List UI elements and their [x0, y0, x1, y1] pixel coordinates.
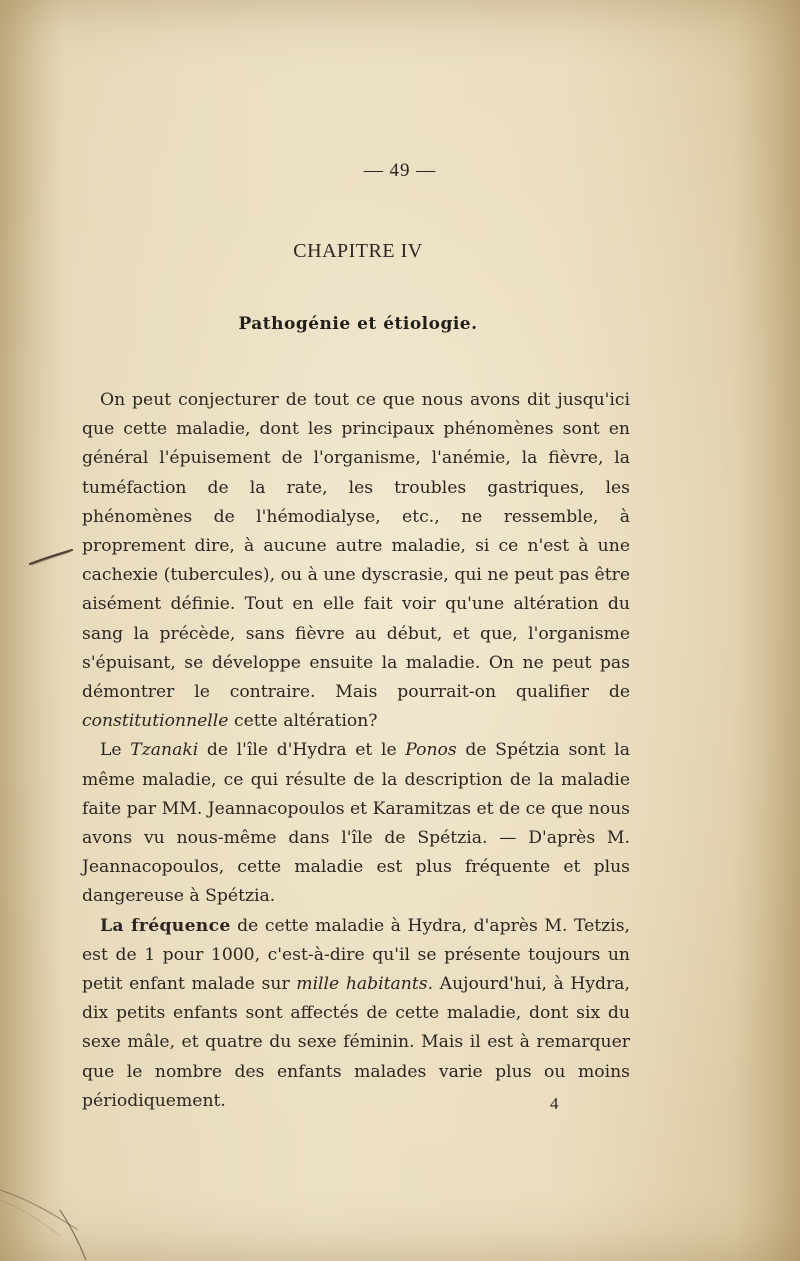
signature-mark: 4: [550, 1094, 559, 1113]
section-title: Pathogénie et étiologie.: [238, 314, 478, 334]
paragraph: [82, 386, 630, 736]
text-run: de Spétzia sont la même maladie, ce qui résulte de la description de la maladie faite par MM. Jeannacopoulos et Karamitzas et de ce que nous avons vu nous-même dans l'île de Spétzia. — D'après M. Jeannacopoulos, cette maladie est plus fréquente et plus dangereuse à Spétzia.: [82, 740, 630, 907]
page-number: — 49 —: [363, 160, 437, 181]
page-crease-icon: [0, 1180, 110, 1261]
chapter-heading: CHAPITRE IV: [293, 240, 423, 262]
italic-run: Tzanaki: [130, 740, 199, 761]
paragraph: [82, 736, 630, 911]
italic-run: mille habitants: [296, 974, 428, 995]
text-run: On peut conjecturer de tout ce que nous avons dit jusqu'ici que cette maladie, dont les principaux phénomènes sont en général l'épuisement de l'organisme, l'anémie, la fièvre, la tuméfaction de la rate, les troubles gastriques, les phénomènes de l'hémodialyse, etc., ne ressemble, à proprement dire, à aucune autre maladie, si ce n'est à une cachexie (tubercules), ou à une dyscrasie, qui ne peut pas être aisément définie. Tout en elle fait voir qu'une altération du sang la précède, sans fièvre au début, et que, l'organisme s'épuisant, se développe ensuite la maladie. On ne peut pas démontrer le contraire. Mais pourrait-on qualifier de: [82, 390, 630, 703]
text-run: . Aujourd'hui, à Hydra, dix petits enfants sont affectés de cette maladie, dont six du sexe mâle, et quatre du sexe féminin. Mais il est à remarquer que le nombre des enfants malades varie plus ou moins périodiquement.: [82, 974, 630, 1111]
text-run: de cette maladie à Hydra, d'après M. Tetzis, est de 1 pour 1000, c'est-à-dire qu'il se présente toujours un petit enfant malade sur: [82, 915, 630, 995]
text-run: cette altération?: [228, 711, 378, 732]
text-run: Le: [100, 740, 131, 761]
text-run: de l'île d'Hydra et le: [198, 740, 406, 761]
bold-run: La fréquence: [100, 915, 231, 936]
paragraph: [82, 912, 630, 1116]
italic-run: constitutionnelle: [82, 711, 229, 732]
body-text: [82, 386, 630, 1116]
pencil-mark-icon: [28, 548, 74, 568]
italic-run: Ponos: [405, 740, 457, 761]
